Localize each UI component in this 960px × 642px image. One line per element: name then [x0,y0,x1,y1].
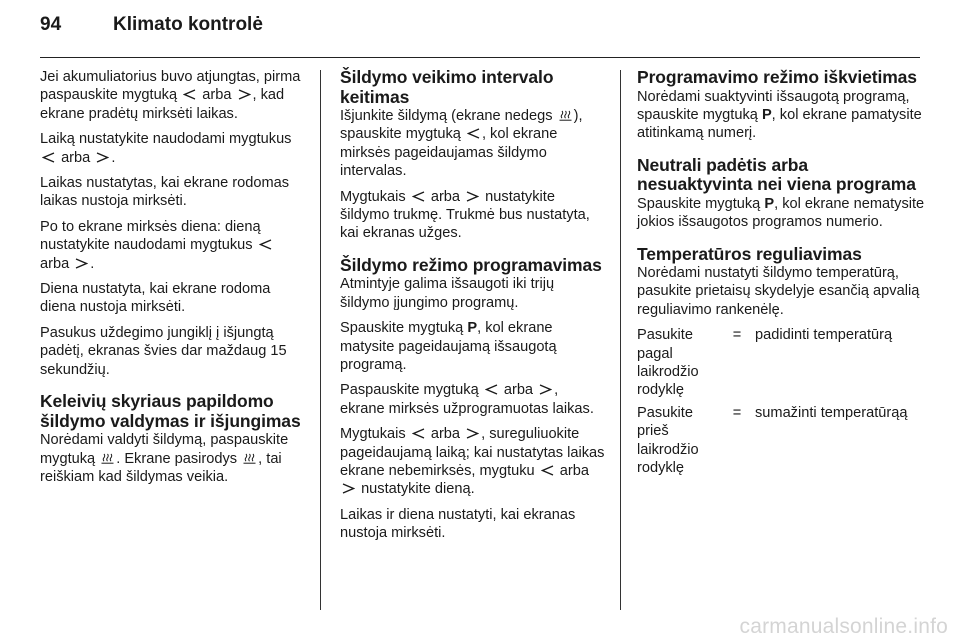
text: , kad ekrane pradėtų mirksėti laikas. [40,87,285,122]
paragraph [340,107,606,181]
paragraph [340,188,606,243]
column-2 [340,68,606,550]
section-heading: Keleivių skyriaus papildomo šildymo valdymas ir išjungimas [40,391,301,431]
text: , ekrane mirksės užprogramuotas laikas. [340,382,594,417]
arrow-right-icon [238,89,251,100]
text: arba [430,188,461,205]
paragraph [40,431,306,486]
table-cell-sep: = [732,327,742,344]
column-3 [637,68,927,478]
arrow-left-icon [259,239,272,250]
column-divider [620,70,621,610]
text: nustatykite dieną. [361,481,475,498]
section-heading: Šildymo veikimo intervalo keitimas [340,67,554,107]
paragraph [40,68,306,123]
section-heading: Neutrali padėtis arba nesuaktyvinta nei viena programa [637,154,916,195]
arrow-left-icon [541,465,554,476]
text: Spauskite mygtuką [340,320,464,337]
arrow-left-icon [467,128,480,139]
paragraph [637,195,927,232]
watermark: carmanualsonline.info [739,615,948,638]
section-heading: Programavimo režimo iškvietimas [637,67,917,87]
key-p-label: P [764,195,775,212]
text: Spauskite mygtuką [637,195,761,212]
paragraph [637,88,927,143]
text: arba [61,149,91,166]
table-row [637,326,927,400]
paragraph: Diena nustatyta, kai ekrane rodoma diena nustoja mirksėti. [40,281,271,316]
table-cell-action: Pasukite prieš laikrodžio rodyklę [637,404,699,477]
paragraph [40,218,306,273]
arrow-right-icon [96,152,109,163]
text: Norėdami suaktyvinti išsaugotą programą, spauskite mygtuką [637,88,910,123]
text: Išjunkite šildymą (ekrane nedegs [340,108,553,124]
paragraph [340,381,606,418]
heating-icon [559,110,572,121]
column-divider [320,70,321,610]
table-cell-sep: = [732,404,742,421]
arrow-right-icon [466,191,479,202]
page-title: Klimato kontrolė [113,14,263,35]
text: Po to ekrane mirksės diena: dieną nustatykite naudodami mygtukus [40,218,261,254]
text: Mygtukais [340,188,406,205]
text: arba [40,255,70,272]
text: arba [503,382,534,399]
paragraph [340,425,606,499]
arrow-left-icon [485,384,498,395]
table-cell-result: sumažinti temperatūrąą [755,404,908,421]
text: . Ekrane pasirodys [116,450,238,467]
text: , kol ekrane nematysite jokios išsaugotos programos numerio. [637,195,925,231]
page-number: 94 [40,14,62,35]
text: , kol ekrane matysite pageidaujamą išsaugotą programą. [340,320,557,373]
heating-icon [101,453,114,464]
text: . [111,149,116,166]
section-heading: Temperatūros reguliavimas [637,243,862,264]
text: Laiką nustatykite naudodami mygtukus [40,131,292,148]
arrow-right-icon [539,384,552,395]
key-p-label: P [761,106,772,123]
text: . [90,255,95,272]
text: Mygtukais [340,426,406,443]
arrow-left-icon [183,89,196,100]
arrow-right-icon [466,428,479,439]
paragraph: Norėdami nustatyti šildymo temperatūrą, pasukite prietaisų skydelyje esančią apvalią reguliavimo rankenėlę. [637,265,920,318]
arrow-left-icon [412,191,425,202]
text: arba [430,426,461,443]
temperature-table [637,326,927,477]
arrow-right-icon [342,483,355,494]
key-p-label: P [467,320,478,337]
paragraph [340,319,606,374]
text: Norėdami valdyti šildymą, paspauskite mygtuką [40,432,289,467]
paragraph: Atmintyje galima išsaugoti iki trijų šildymo įjungimo programų. [340,276,555,311]
table-cell-result: padidinti temperatūrą [755,327,893,344]
text: , sureguliuokite pageidaujamą laiką; kai nustatytas laikas ekrane nebemirksės, mygtuku [340,426,605,479]
text: , kol ekrane mirksės pageidaujamas šildymo intervalas. [340,126,558,180]
heating-icon [243,453,256,464]
text: arba [559,463,590,479]
paragraph: Laikas ir diena nustatyti, kai ekranas nustoja mirksėti. [340,506,576,542]
table-row [637,400,927,478]
text: ), spauskite mygtuką [340,108,583,143]
text: Paspauskite mygtuką [340,382,479,399]
text: nustatykite šildymo trukmę. Trukmė bus nustatyta, kai ekranas užges. [340,188,590,242]
page-header [40,14,920,38]
text: , kol ekrane pamatysite atitinkamą numerį. [637,106,922,142]
paragraph [40,130,306,167]
text: arba [202,87,232,104]
column-1 [40,68,306,493]
text: Jei akumuliatorius buvo atjungtas, pirma paspauskite mygtuką [40,69,301,104]
section-heading: Šildymo režimo programavimas [340,254,602,275]
paragraph: Laikas nustatytas, kai ekrane rodomas laikas nustoja mirksėti. [40,175,290,210]
arrow-left-icon [42,152,55,163]
text: , tai reiškiam kad šildymas veikia. [40,450,282,485]
arrow-right-icon [75,258,88,269]
table-cell-action: Pasukite pagal laikrodžio rodyklę [637,327,699,399]
arrow-left-icon [412,428,425,439]
paragraph: Pasukus uždegimo jungiklį į išjungtą padėtį, ekranas švies dar maždaug 15 sekundžių. [40,324,287,378]
header-rule [40,57,920,58]
